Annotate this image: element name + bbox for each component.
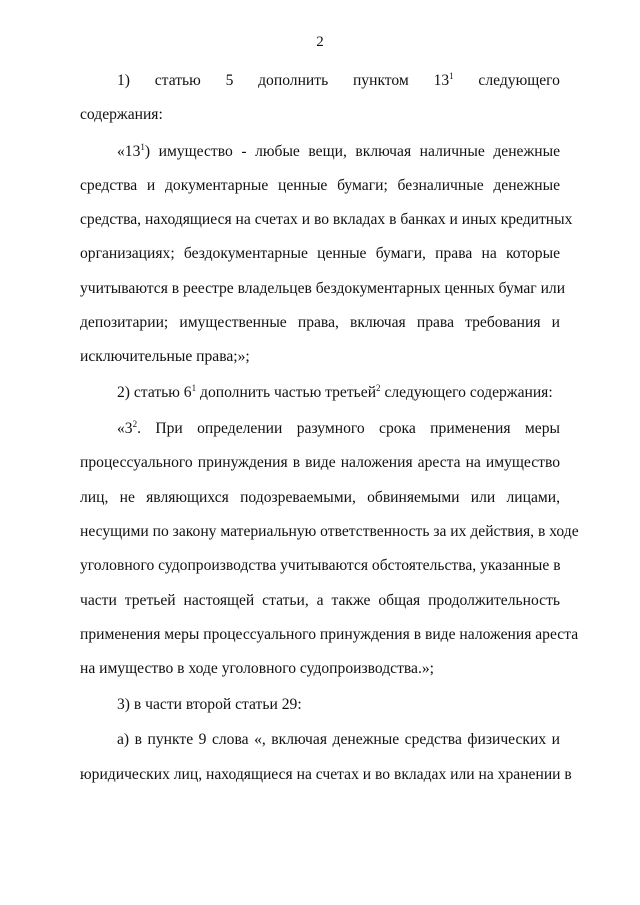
item-1-quote-line-5: учитываются в реестре владельцев бездокументарных ценных бумаг или <box>80 280 566 297</box>
item-1-word-following: следующего <box>478 72 560 89</box>
item-1-quote-line-2: средства и документарные ценные бумаги; безналичные денежные <box>80 177 560 194</box>
item-2-heading: 2) статью $6^1$ дополнить частью третьей$^2$ следующего содержания: <box>117 383 553 401</box>
item-2-quote-line-2: процессуального принуждения в виде наложения ареста на имущество <box>80 454 560 471</box>
item-2-quote-line-3: лиц, не являющихся подозреваемыми, обвиняемыми или лицами, <box>80 489 560 506</box>
item-2-quote-line-1: «$3^2$. При определении разумного срока применения меры <box>117 419 560 437</box>
item-1-quote-line-1: «$13^1$) имущество - любые вещи, включая наличные денежные <box>117 142 560 160</box>
item-1-article-number: 5 <box>225 72 234 89</box>
item-1-line-1 <box>117 72 560 90</box>
item-2-quote-line-5: уголовного судопроизводства учитываются обстоятельства, указанные в <box>80 557 561 574</box>
item-2-quote-line-7: применения меры процессуального принуждения в виде наложения ареста <box>80 626 579 643</box>
item-1-word-article: статью <box>154 72 201 89</box>
item-3-heading: 3) в части второй статьи 29: <box>117 696 302 713</box>
item-1-quote-line-4: организациях; бездокументарные ценные бумаги, права на которые <box>80 245 560 262</box>
item-1-number: 1) <box>117 72 130 89</box>
item-2-quote-line-8: на имущество в ходе уголовного судопроизводства.»; <box>80 660 435 677</box>
item-2-quote-line-4: несущими по закону материальную ответственность за их действия, в ходе <box>80 523 579 540</box>
item-2-quote-line-6: части третьей настоящей статьи, а также общая продолжительность <box>80 592 560 609</box>
item-3-sub-a-line-2: юридических лиц, находящиеся на счетах и во вкладах или на хранении в <box>80 766 572 783</box>
page-number: 2 <box>316 34 324 50</box>
item-1-quote-line-3: средства, находящиеся на счетах и во вкладах в банках и иных кредитных <box>80 211 573 228</box>
item-1-line-2: содержания: <box>80 106 163 123</box>
item-1-quote-line-7: исключительные права;»; <box>80 348 250 365</box>
item-1-point-number: $13^1$ <box>433 71 454 89</box>
item-1-quote-line-6: депозитарии; имущественные права, включая права требования и <box>80 314 560 331</box>
item-1-word-add-point: дополнить пунктом <box>258 72 409 89</box>
item-3-sub-a-line-1: а) в пункте 9 слова «, включая денежные средства физических и <box>117 731 560 748</box>
